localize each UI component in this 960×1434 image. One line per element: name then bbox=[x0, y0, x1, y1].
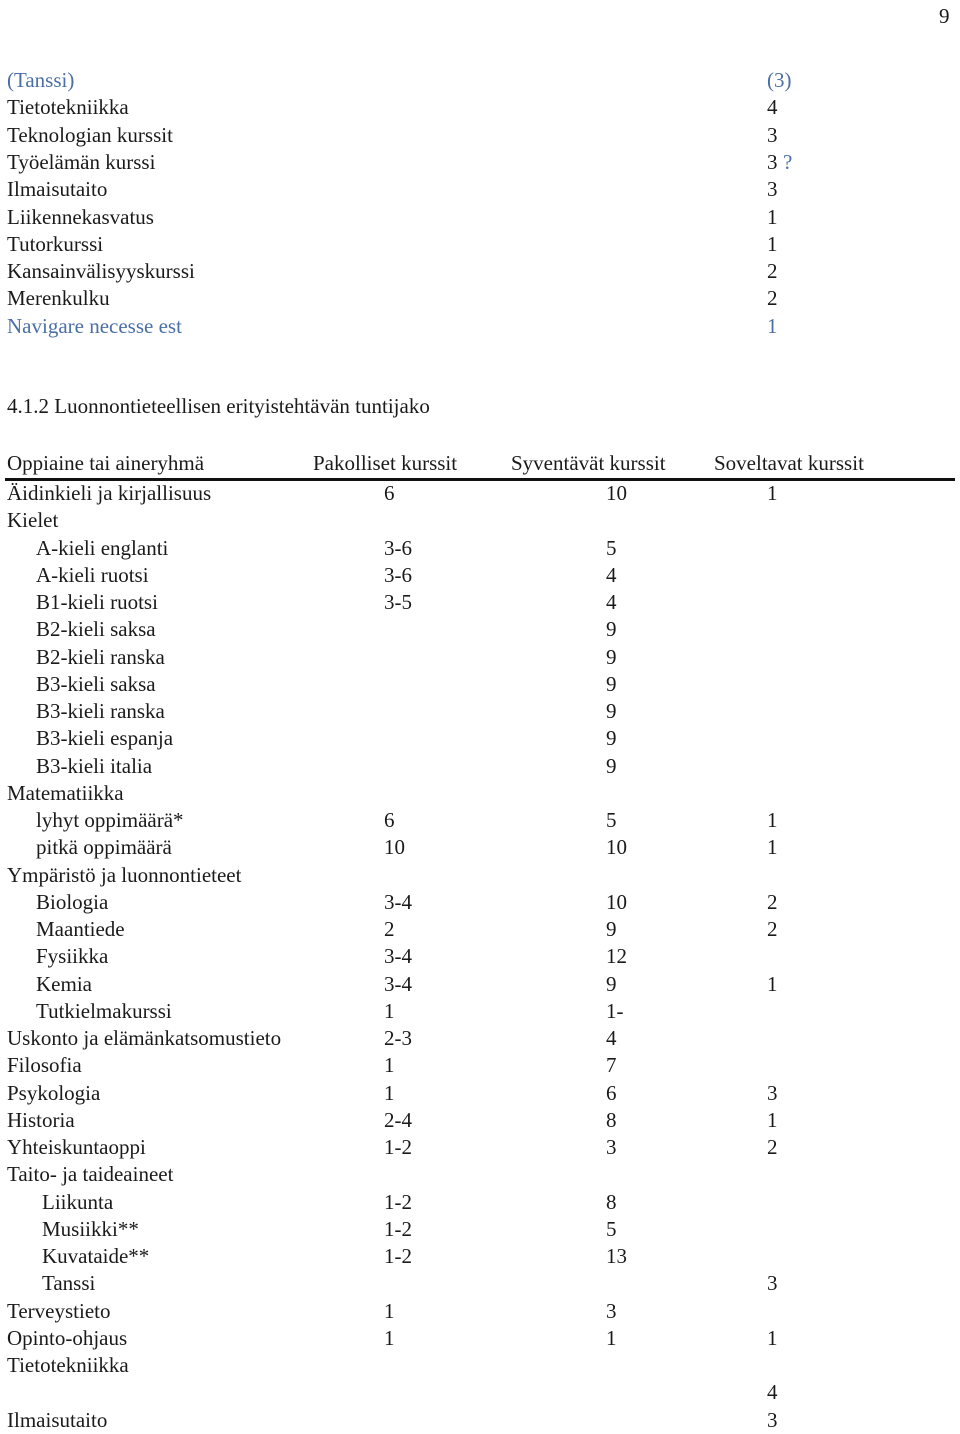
advanced-cell: 10 bbox=[606, 889, 627, 914]
advanced-cell: 4 bbox=[606, 590, 617, 614]
course-name: Kansainvälisyyskurssi bbox=[7, 259, 195, 284]
course-name: Navigare necesse est bbox=[7, 313, 182, 338]
subject-cell: Filosofia bbox=[7, 1053, 82, 1078]
question-mark: ? bbox=[783, 149, 793, 174]
subject-cell: Matematiikka bbox=[7, 780, 124, 805]
subject-cell: B1-kieli ruotsi bbox=[36, 590, 158, 614]
subject-cell: A-kieli englanti bbox=[36, 535, 169, 560]
advanced-cell: 9 bbox=[606, 671, 617, 696]
mandatory-cell: 1-2 bbox=[384, 1135, 412, 1159]
applied-cell: 2 bbox=[767, 917, 778, 941]
header-advanced: Syventävät kurssit bbox=[511, 451, 666, 475]
course-name: Tietotekniikka bbox=[7, 95, 129, 120]
subject-cell: Yhteiskuntaoppi bbox=[7, 1135, 146, 1159]
advanced-cell: 9 bbox=[606, 917, 617, 941]
applied-cell: 3 bbox=[767, 1407, 778, 1432]
course-count: 3 bbox=[767, 122, 778, 147]
subject-cell: Taito- ja taideaineet bbox=[7, 1162, 174, 1187]
mandatory-cell: 1 bbox=[384, 1080, 395, 1105]
header-subject: Oppiaine tai aineryhmä bbox=[7, 451, 205, 475]
subject-cell: Tutkielmakurssi bbox=[36, 998, 172, 1023]
header-mandatory: Pakolliset kurssit bbox=[313, 451, 458, 475]
course-name: Tutorkurssi bbox=[7, 231, 104, 256]
advanced-cell: 5 bbox=[606, 535, 617, 560]
mandatory-cell: 3-6 bbox=[384, 562, 412, 587]
table-header bbox=[0, 449, 960, 477]
subject-cell: Uskonto ja elämänkatsomustieto bbox=[7, 1026, 282, 1050]
subject-cell: Fysiikka bbox=[36, 944, 109, 969]
advanced-cell: 5 bbox=[606, 808, 617, 832]
advanced-cell: 7 bbox=[606, 1053, 617, 1078]
subject-cell: Opinto-ohjaus bbox=[7, 1325, 128, 1350]
applied-cell: 1 bbox=[767, 1107, 778, 1132]
advanced-cell: 9 bbox=[606, 644, 617, 669]
applied-cell: 1 bbox=[767, 808, 778, 832]
mandatory-cell: 2 bbox=[384, 917, 395, 941]
subject-cell: Kuvataide** bbox=[42, 1244, 150, 1268]
mandatory-cell: 1-2 bbox=[384, 1244, 412, 1268]
mandatory-cell: 1 bbox=[384, 1298, 395, 1323]
subject-cell: lyhyt oppimäärä* bbox=[36, 808, 184, 832]
advanced-cell: 9 bbox=[606, 699, 617, 723]
applied-cell: 2 bbox=[767, 889, 778, 914]
subject-cell: Ympäristö ja luonnontieteet bbox=[7, 862, 242, 887]
applied-cell: 1 bbox=[767, 1325, 778, 1350]
subject-cell: A-kieli ruotsi bbox=[36, 562, 149, 587]
course-name: Liikennekasvatus bbox=[7, 204, 154, 229]
advanced-cell: 5 bbox=[606, 1216, 617, 1241]
subject-cell: Psykologia bbox=[7, 1080, 101, 1105]
advanced-cell: 9 bbox=[606, 971, 617, 996]
mandatory-cell: 2-4 bbox=[384, 1107, 412, 1132]
advanced-cell: 9 bbox=[606, 617, 617, 642]
page-number: 9 bbox=[939, 4, 950, 28]
mandatory-cell: 6 bbox=[384, 808, 395, 832]
applied-cell: 3 bbox=[767, 1080, 778, 1105]
applied-cell: 1 bbox=[767, 971, 778, 996]
section-title: 2 Luonnontieteellisen erityistehtävän tuntijako bbox=[38, 394, 430, 418]
advanced-cell: 9 bbox=[606, 726, 617, 751]
subject-cell: B3-kieli italia bbox=[36, 753, 153, 778]
applied-cell: 3 bbox=[767, 1271, 778, 1296]
mandatory-cell: 10 bbox=[384, 835, 405, 860]
course-count: 1 bbox=[767, 204, 778, 229]
mandatory-cell: 1 bbox=[384, 1325, 395, 1350]
advanced-cell: 8 bbox=[606, 1189, 617, 1214]
advanced-cell: 12 bbox=[606, 944, 627, 969]
course-count: 1 bbox=[767, 231, 778, 256]
subject-cell: Liikunta bbox=[42, 1189, 114, 1214]
subject-cell: Kemia bbox=[36, 971, 92, 996]
advanced-cell: 4 bbox=[606, 1026, 617, 1050]
applied-cell: 1 bbox=[767, 835, 778, 860]
mandatory-cell: 3-4 bbox=[384, 971, 412, 996]
course-count: 3 bbox=[767, 149, 778, 174]
subject-cell: Terveystieto bbox=[7, 1298, 111, 1323]
subject-cell: B3-kieli ranska bbox=[36, 699, 165, 723]
mandatory-cell: 3-4 bbox=[384, 889, 412, 914]
advanced-cell: 8 bbox=[606, 1107, 617, 1132]
subject-cell: pitkä oppimäärä bbox=[36, 835, 172, 860]
header-applied: Soveltavat kurssit bbox=[714, 451, 864, 475]
mandatory-cell: 1-2 bbox=[384, 1216, 412, 1241]
advanced-cell: 1- bbox=[606, 998, 624, 1023]
course-name: Merenkulku bbox=[7, 286, 110, 311]
mandatory-cell: 1-2 bbox=[384, 1189, 412, 1214]
course-count: 2 bbox=[767, 259, 778, 284]
mandatory-cell: 3-4 bbox=[384, 944, 412, 969]
course-name: Ilmaisutaito bbox=[7, 177, 108, 202]
subject-cell: B3-kieli saksa bbox=[36, 671, 156, 696]
applied-cell: 2 bbox=[767, 1135, 778, 1159]
subject-cell: Kielet bbox=[7, 508, 59, 533]
advanced-cell: 4 bbox=[606, 562, 617, 587]
subject-cell: B2-kieli saksa bbox=[36, 617, 156, 642]
advanced-cell: 9 bbox=[606, 753, 617, 778]
course-count: (3) bbox=[767, 68, 792, 92]
subject-cell: Maantiede bbox=[36, 917, 125, 941]
advanced-cell: 3 bbox=[606, 1135, 617, 1159]
advanced-cell: 1 bbox=[606, 1325, 617, 1350]
applied-cell: 4 bbox=[767, 1380, 778, 1405]
course-count: 4 bbox=[767, 95, 778, 120]
subject-cell: Ilmaisutaito bbox=[7, 1407, 108, 1432]
subject-cell: Historia bbox=[7, 1107, 75, 1132]
advanced-cell: 13 bbox=[606, 1244, 627, 1268]
advanced-cell: 6 bbox=[606, 1080, 617, 1105]
mandatory-cell: 2-3 bbox=[384, 1026, 412, 1050]
mandatory-cell: 1 bbox=[384, 1053, 395, 1078]
mandatory-cell: 6 bbox=[384, 481, 395, 505]
subject-cell: Äidinkieli ja kirjallisuus bbox=[7, 481, 212, 505]
mandatory-cell: 3-6 bbox=[384, 535, 412, 560]
section-number: 4.1. bbox=[7, 394, 39, 418]
subject-cell: Tanssi bbox=[42, 1271, 96, 1296]
course-name: Työelämän kurssi bbox=[7, 149, 156, 174]
section-heading bbox=[7, 394, 430, 419]
course-name: Teknologian kurssit bbox=[7, 122, 173, 147]
course-count: 2 bbox=[767, 286, 778, 311]
advanced-cell: 3 bbox=[606, 1298, 617, 1323]
subject-cell: B3-kieli espanja bbox=[36, 726, 174, 751]
subject-cell: Musiikki** bbox=[42, 1216, 139, 1241]
mandatory-cell: 3-5 bbox=[384, 590, 412, 614]
course-name: (Tanssi) bbox=[7, 68, 75, 92]
subject-cell: Tietotekniikka bbox=[7, 1353, 129, 1377]
advanced-cell: 10 bbox=[606, 835, 627, 860]
mandatory-cell: 1 bbox=[384, 998, 395, 1023]
course-count: 1 bbox=[767, 313, 778, 338]
advanced-cell: 10 bbox=[606, 481, 627, 505]
course-count: 3 bbox=[767, 177, 778, 202]
subject-cell: B2-kieli ranska bbox=[36, 644, 165, 669]
applied-cell: 1 bbox=[767, 481, 778, 505]
subject-cell: Biologia bbox=[36, 889, 109, 914]
